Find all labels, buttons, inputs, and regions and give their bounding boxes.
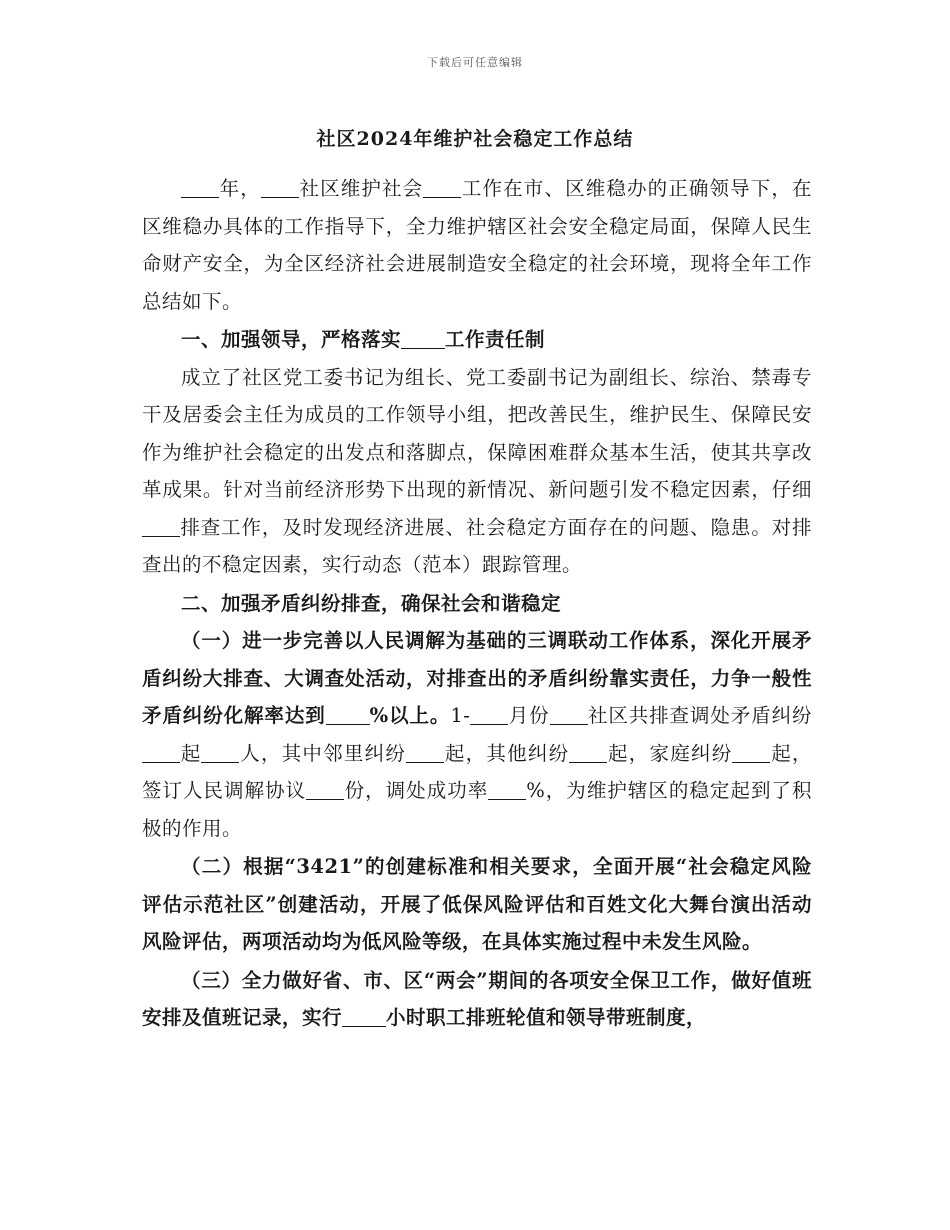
section1-paragraph <box>142 359 812 584</box>
section2-item1-paragraph <box>142 622 812 847</box>
text-run: （一）进一步完善以人民调解为基础的三调联动工作体系，深化开展矛盾纠纷大排查、大调查处活动，对排查出的矛盾纠纷靠实责任，力争一般性矛盾纠纷化解率达到 <box>142 629 812 727</box>
text-run: 小时职工排班轮值和领导带班制度， <box>386 1006 707 1029</box>
text-run: 工作在市、区维稳办的正确领导下，在区维稳办具体的工作指导下，全力维护辖区社会安全稳定局面，保障人民生命财产安全，为全区经济社会进展制造安全稳定的社会环境，现将全年工作总结如下。 <box>142 177 812 313</box>
text-run: 成立了社区党工委书记为组长、党工委副书记为副组长、综治、禁毒专干及居委会主任为成员的工作领导小组，把改善民生，维护民生、保障民安作为维护社会稳定的出发点和落脚点，保障困难群众基本生活，使其共享改革成果。针对当前经济形势下出现的新情况、新问题引发不稳定因素，仔细 <box>142 365 812 501</box>
text-run: 起，签订人民调解协议 <box>142 741 812 802</box>
text-run: 份，调处成功率 <box>344 779 489 802</box>
text-run: 社区维护社会 <box>298 177 424 200</box>
text-run: 排查工作，及时发现经济进展、社会稳定方面存在的问题、隐患。对排查出的不稳定因素，实行动态（范本）跟踪管理。 <box>142 515 812 576</box>
fill-blank <box>181 178 219 199</box>
text-run: 社区共排查调处矛盾纠纷 <box>587 704 812 727</box>
text-run: 起，其他纠纷 <box>444 741 570 765</box>
text-run: 月份 <box>508 704 550 727</box>
fill-blank <box>326 705 370 726</box>
text-run: 人，其中邻里纠纷 <box>239 741 407 765</box>
document-body <box>142 170 812 1037</box>
text-run: 起，家庭纠纷 <box>607 741 733 765</box>
fill-blank <box>261 178 299 199</box>
text-run: 一、加强领导，严格落实 <box>181 328 402 351</box>
fill-blank <box>423 178 461 199</box>
text-run: 起 <box>180 741 202 765</box>
header-note: 下载后可任意编辑 <box>427 56 523 69</box>
fill-blank <box>142 742 180 763</box>
fill-blank <box>569 742 607 763</box>
fill-blank <box>306 780 344 801</box>
text-run: 年， <box>219 177 261 200</box>
section2-item3-paragraph <box>142 962 812 1037</box>
fill-blank <box>401 329 445 350</box>
section2-item2-paragraph: （二）根据“3421”的创建标准和相关要求，全面开展“社会稳定风险评估示范社区”创建活动，开展了低保风险评估和百姓文化大舞台演出活动风险评估，两项活动均为低风险等级，在具体实施过程中未发生风险。 <box>142 855 812 953</box>
text-run: 工作责任制 <box>445 328 546 351</box>
text-run: （三）全力做好省、市、区“两会”期间的各项安全保卫工作，做好值班安排及值班记录，实行 <box>142 968 812 1029</box>
fill-blank <box>550 705 588 726</box>
fill-blank <box>470 705 508 726</box>
fill-blank <box>406 742 444 763</box>
document-title: 社区2024年维护社会稳定工作总结 <box>316 128 634 150</box>
text-run: %以上。 <box>369 704 451 727</box>
section1-heading <box>142 321 812 359</box>
intro-paragraph <box>142 170 812 320</box>
fill-blank <box>732 742 770 763</box>
text-run: %，为维护辖区的稳定起到了积极的作用。 <box>142 779 812 840</box>
fill-blank <box>142 516 180 537</box>
fill-blank <box>488 780 526 801</box>
text-run: 1- <box>450 704 471 727</box>
fill-blank <box>342 1007 386 1028</box>
fill-blank <box>201 742 239 763</box>
section2-heading: 二、加强矛盾纠纷排查，确保社会和谐稳定 <box>181 591 562 615</box>
